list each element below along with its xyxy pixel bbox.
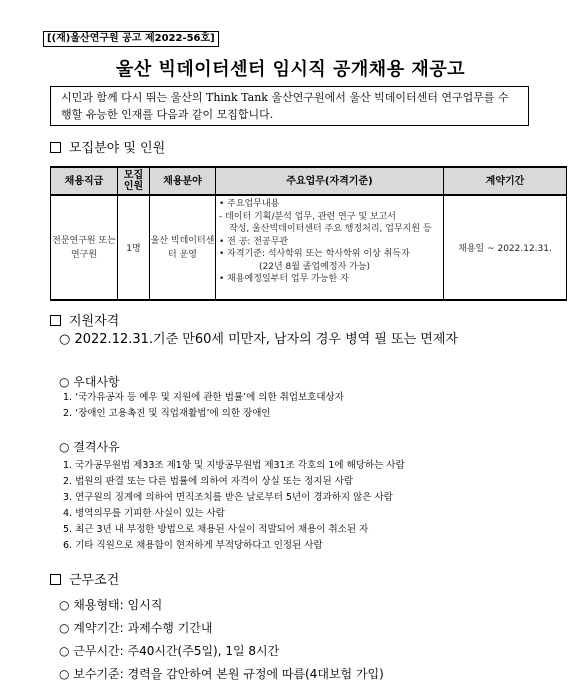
section-title: 근무조건 <box>69 573 120 588</box>
contract-cell: 채용일 ~ 2022.12.31. <box>444 195 567 300</box>
column-header: 채용직급 <box>51 167 118 195</box>
section-recruit-heading <box>50 140 165 158</box>
section-conditions-heading <box>50 572 119 590</box>
duty-line: • 자격기준: 석사학위 또는 학사학위 이상 취득자 <box>219 249 410 259</box>
preference-heading: ○ 우대사항 <box>59 375 120 389</box>
duty-line: • 주요업무내용 <box>219 199 280 209</box>
page-title: 울산 빅데이터센터 임시직 공개채용 재공고 <box>115 59 466 80</box>
column-header: 주요업무(자격기준) <box>216 167 444 195</box>
condition-item: ○ 계약기간: 과제수행 기간내 <box>59 621 213 635</box>
notice-number: [(재)울산연구원 공고 제2022-56호] <box>43 31 219 47</box>
disqualification-heading: ○ 결격사유 <box>59 440 120 454</box>
section-title: 모집분야 및 인원 <box>69 141 166 156</box>
intro-box: 시민과 함께 다시 뛰는 울산의 Think Tank 울산연구원에서 울산 빅데이터센터 연구업무를 수행할 유능한 인재를 다음과 같이 모집합니다. <box>50 86 529 126</box>
list-item: 6. 기타 직원으로 채용함이 현저하게 부적당하다고 인정된 사람 <box>63 540 323 551</box>
duty-line: • 채용예정일부터 업무 가능한 자 <box>219 274 349 284</box>
checkbox-square-icon <box>50 574 61 585</box>
checkbox-square-icon <box>50 142 61 153</box>
duty-line: 작성, 울산빅데이터센터 주요 행정처리, 업무지원 등 <box>229 224 432 234</box>
section-qualifications-heading <box>50 313 119 331</box>
column-header: 채용분야 <box>150 167 216 195</box>
recruit-table <box>50 166 567 301</box>
checkbox-square-icon <box>50 315 61 326</box>
table-header-row <box>51 167 567 195</box>
duty-line: • 전 공: 전공무관 <box>219 236 289 247</box>
duties-cell <box>216 195 444 300</box>
list-item: 3. 연구원의 징계에 의하여 면직조치를 받은 날로부터 5년이 경과하지 않은 사람 <box>63 492 393 503</box>
list-item: 5. 최근 3년 내 부정한 방법으로 채용된 사실이 적발되어 채용이 취소된 자 <box>63 524 369 535</box>
position-cell: 전문연구원 또는 연구원 <box>51 195 118 300</box>
disqualification-list <box>63 458 405 554</box>
condition-item: ○ 근무시간: 주40시간(주5일), 1일 8시간 <box>59 644 280 658</box>
preference-list <box>63 390 344 422</box>
list-item: 2. 법원의 판결 또는 다른 법률에 의하여 자격이 상실 또는 정지된 사람 <box>63 476 354 487</box>
headcount-cell: 1명 <box>118 195 150 300</box>
section-title: 지원자격 <box>69 314 120 329</box>
column-header: 모집인원 <box>118 167 150 195</box>
list-item: 4. 병역의무를 기피한 사실이 있는 사람 <box>63 508 225 519</box>
column-header: 계약기간 <box>444 167 567 195</box>
list-item: 1. 국가공무원법 제33조 제1항 및 지방공무원법 제31조 각호의 1에 해당하는 사람 <box>63 460 405 471</box>
duty-line: (22년 8월 졸업예정자 가능) <box>259 261 371 272</box>
qualification-main: ○ 2022.12.31.기준 만60세 미만자, 남자의 경우 병역 필 또는 면제자 <box>59 332 458 347</box>
duty-line: - 데이터 기획/분석 업무, 관련 연구 및 보고서 <box>219 211 396 222</box>
field-cell: 울산 빅데이터센터 운영 <box>150 195 216 300</box>
list-item: 1. ‘국가유공자 등 예우 및 지원에 관한 법률’에 의한 취업보호대상자 <box>63 392 344 403</box>
condition-item: ○ 채용형태: 임시직 <box>59 598 163 612</box>
table-row <box>51 195 567 300</box>
condition-item: ○ 보수기준: 경력을 감안하여 본원 규정에 따름(4대보험 가입) <box>59 667 384 681</box>
list-item: 2. ‘장애인 고용촉진 및 직업재활법’에 의한 장애인 <box>63 408 271 419</box>
